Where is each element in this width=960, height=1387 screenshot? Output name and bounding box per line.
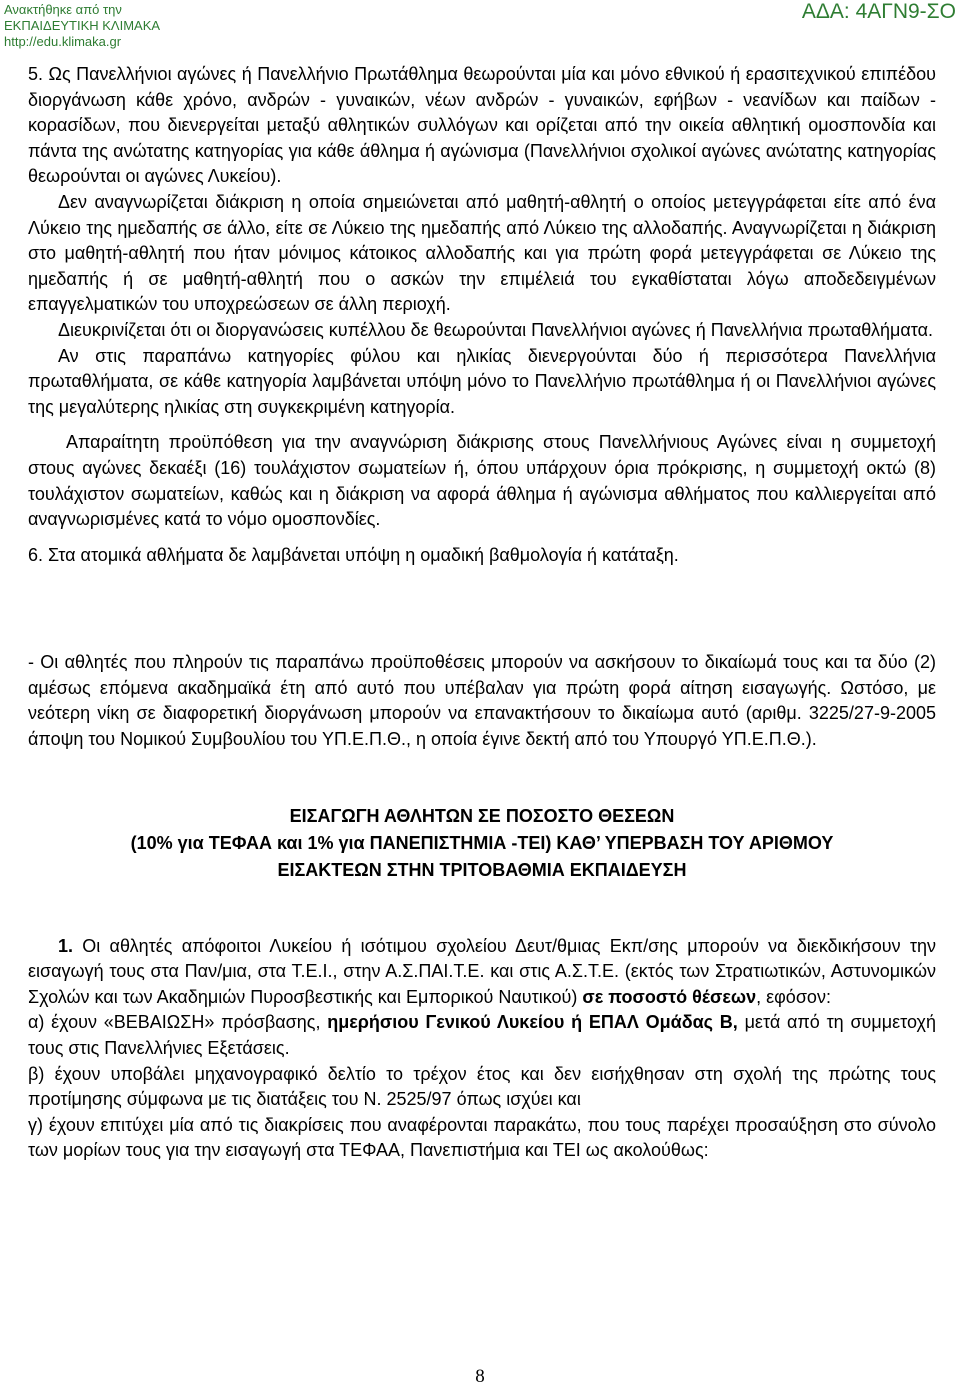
item-1-text: Οι αθλητές απόφοιτοι Λυκείου ή ισότιμου σχολείου Δευτ/θμιας Εκπ/σης μπορούν να διεκδικήσουν την εισαγωγή τους στα Παν/μια, στα Τ.Ε.Ι., στην Α.Σ.ΠΑΙ.Τ.Ε. και στις Α.Σ.Τ.Ε. (εκτός των Στρατιωτικών, Αστυνομικών Σχολών και των Ακαδημιών Πυροσβεστικής και Εμπορικού Ναυτικού) [28, 935, 936, 1007]
item-1-tail: , εφόσον: [756, 986, 831, 1007]
section-title-line-1: ΕΙΣΑΓΩΓΗ ΑΘΛΗΤΩΝ ΣΕ ΠΟΣΟΣΤΟ ΘΕΣΕΩΝ [289, 805, 675, 826]
paragraph-transfer-rule: Δεν αναγνωρίζεται διάκριση η οποία σημειώνεται από μαθητή-αθλητή ο οποίος μετεγγράφεται είτε από ένα Λύκειο της ημεδαπής σε άλλο, είτε σε Λύκειο της ημεδαπής από Λύκειο της αλλοδαπής. Αναγνωρίζεται η διάκριση στο μαθητή-αθλητή που ήταν μόνιμος κάτοικος αλλοδαπής και για πρώτη φορά μετεγγράφεται σε Λύκειο της ημεδαπής ή σε μαθητή-αθλητή που ο ασκών την επιμέλειά του εγκαθίσταται λόγω αποδεδειγμένων επαγγελματικών του υποχρεώσεων σε άλλη περιοχή. [28, 191, 936, 315]
source-line-1: Ανακτήθηκε από την [4, 2, 122, 17]
condition-a-post: μετά από τη συμμετοχή τους στις Πανελλήνιες Εξετάσεις. [28, 1012, 937, 1059]
condition-a-bold: ημερήσιου Γενικού Λυκείου ή ΕΠΑΛ Ομάδας Β, [327, 1012, 738, 1033]
section-title-line-2: (10% για ΤΕΦΑΑ και 1% για ΠΑΝΕΠΙΣΤΗΜΙΑ -ΤΕΙ) ΚΑΘ’ ΥΠΕΡΒΑΣΗ ΤΟΥ ΑΡΙΘΜΟΥ [130, 832, 834, 853]
condition-c: γ) έχουν επιτύχει μία από τις διακρίσεις που αναφέρονται παρακάτω, που τους παρέχει προσαύξηση στο σύνολο των μορίων τους για την εισαγωγή στα ΤΕΦΑΑ, Πανεπιστήμια και ΤΕΙ ως ακολούθως: [28, 1114, 936, 1161]
paragraph-item-5: 5. Ως Πανελλήνιοι αγώνες ή Πανελλήνιο Πρωτάθλημα θεωρούνται μία και μόνο εθνικού ή ερασιτεχνικού επιπέδου διοργάνωση κάθε χρόνο, ανδρών - γυναικών, νέων ανδρών - γυναικών, εφήβων - νεανίδων και παίδων - κορασίδων, που διενεργείται μεταξύ αθλητικών συλλόγων και ορίζεται από την οικεία αθλητική ομοσπονδία και πάντα της ανώτατης κατηγορίας για κάθε άθλημα ή αγώνισμα (Πανελλήνιοι σχολικοί αγώνες ανώτατης κατηγορίας θεωρούνται οι αγώνες Λυκείου). [28, 64, 936, 187]
source-watermark [4, 2, 160, 50]
paragraph-categories: Αν στις παραπάνω κατηγορίες φύλου και ηλικίας διενεργούνται δύο ή περισσότερα Πανελλήνια πρωταθλήματα, σε κάθε κατηγορία λαμβάνεται υπόψη μόνο το Πανελλήνιο πρωτάθλημα ή οι Πανελλήνιοι αγώνες της μεγαλύτερης ηλικίας στη συγκεκριμένη κατηγορία. [28, 345, 936, 417]
condition-a-pre: α) έχουν «ΒΕΒΑΙΩΣΗ» πρόσβασης, [28, 1012, 328, 1033]
item-1-bold: σε ποσοστό θέσεων [582, 986, 757, 1007]
condition-a [28, 1010, 936, 1061]
document-body [28, 62, 936, 1164]
paragraph-rights-duration: - Οι αθλητές που πληρούν τις παραπάνω προϋποθέσεις μπορούν να ασκήσουν το δικαίωμά τους και τα δύο (2) αμέσως επόμενα ακαδημαϊκά έτη από αυτό που υπέβαλαν για πρώτη φορά αίτηση εισαγωγής. Ωστόσο, με νεότερη νίκη σε διαφορετική διοργάνωση μπορούν να επανακτήσουν το δικαίωμα αυτό (αριθμ. 3225/27-9-2005 άποψη του Νομικού Συμβουλίου του ΥΠ.Ε.Π.Θ., η οποία έγινε δεκτή από του Υπουργό ΥΠ.Ε.Π.Θ.). [28, 652, 936, 750]
page-number: 8 [475, 1366, 485, 1387]
section-title-line-3: ΕΙΣΑΚΤΕΩΝ ΣΤΗΝ ΤΡΙΤΟΒΑΘΜΙΑ ΕΚΠΑΙΔΕΥΣΗ [277, 859, 687, 880]
ada-code: ΑΔΑ: 4ΑΓΝ9-ΣΟ [801, 0, 956, 23]
paragraph-cup-clarification: Διευκρινίζεται ότι οι διοργανώσεις κυπέλλου δε θεωρούνται Πανελλήνιοι αγώνες ή Πανελλήνια πρωταθλήματα. [58, 319, 934, 340]
section-title [28, 803, 936, 884]
item-1-number: 1. [58, 935, 74, 956]
source-url[interactable]: http://edu.klimaka.gr [4, 34, 122, 49]
paragraph-item-6: 6. Στα ατομικά αθλήματα δε λαμβάνεται υπόψη η ομαδική βαθμολογία ή κατάταξη. [28, 544, 679, 565]
condition-b: β) έχουν υποβάλει μηχανογραφικό δελτίο το τρέχον έτος και δεν εισήχθησαν στη σχολή της πρώτης τους προτίμησης σύμφωνα με τις διατάξεις του Ν. 2525/97 όπως ισχύει και [28, 1063, 936, 1110]
paragraph-prerequisite: Απαραίτητη προϋπόθεση για την αναγνώριση διάκρισης στους Πανελλήνιους Αγώνες είναι η συμμετοχή στους αγώνες δεκαέξι (16) τουλάχιστον σωματείων ή, όπου υπάρχουν όρια πρόκρισης, η συμμετοχή οκτώ (8) τουλάχιστον σωματείων, καθώς και η διάκριση να αφορά άθλημα ή αγώνισμα αθλήματος που καλλιεργείται από αναγνωρισμένες κατά το νόμο ομοσπονδίες. [28, 432, 936, 530]
source-line-2: ΕΚΠΑΙΔΕΥΤΙΚΗ ΚΛΙΜΑΚΑ [4, 18, 161, 33]
paragraph-item-1 [28, 934, 936, 1011]
